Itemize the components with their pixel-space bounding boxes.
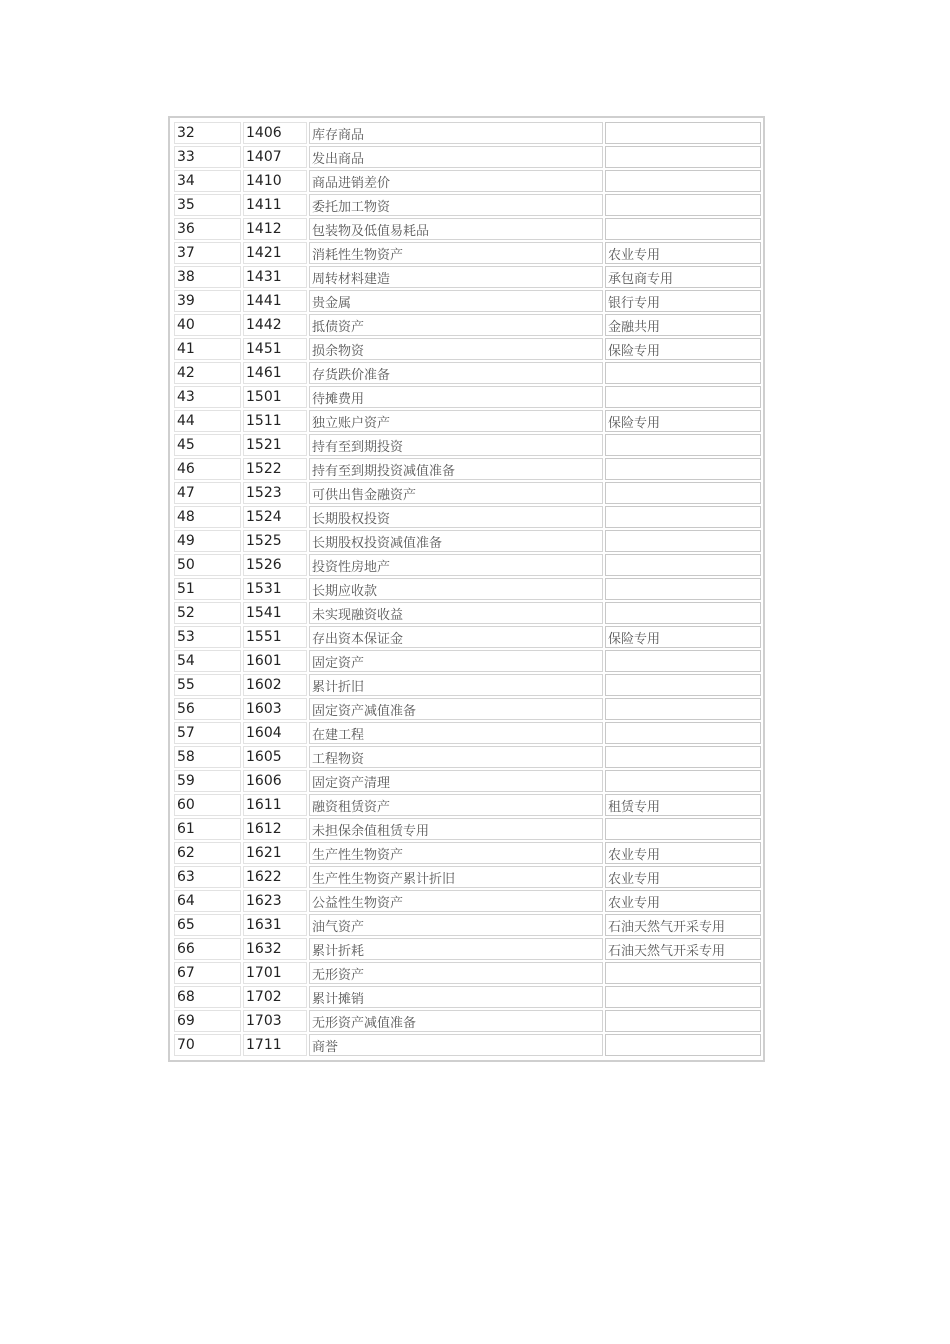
- table-row: [174, 338, 761, 360]
- table-row: [174, 266, 761, 288]
- account-name: 发出商品: [309, 146, 603, 168]
- account-code: 1632: [243, 938, 307, 960]
- account-name: 长期应收款: [309, 578, 603, 600]
- row-number: 45: [174, 434, 241, 456]
- row-number: 64: [174, 890, 241, 912]
- row-number: 41: [174, 338, 241, 360]
- account-note: [605, 578, 761, 600]
- account-note: 金融共用: [605, 314, 761, 336]
- account-code: 1622: [243, 866, 307, 888]
- account-note: [605, 986, 761, 1008]
- account-note: 农业专用: [605, 890, 761, 912]
- account-note: [605, 194, 761, 216]
- account-code: 1702: [243, 986, 307, 1008]
- table-row: [174, 530, 761, 552]
- account-name: 累计折耗: [309, 938, 603, 960]
- table-row: [174, 674, 761, 696]
- account-name: 未实现融资收益: [309, 602, 603, 624]
- account-note: 农业专用: [605, 842, 761, 864]
- row-number: 59: [174, 770, 241, 792]
- account-code: 1411: [243, 194, 307, 216]
- account-note: 保险专用: [605, 626, 761, 648]
- table-row: [174, 506, 761, 528]
- row-number: 40: [174, 314, 241, 336]
- account-code: 1541: [243, 602, 307, 624]
- row-number: 63: [174, 866, 241, 888]
- row-number: 36: [174, 218, 241, 240]
- account-name: 待摊费用: [309, 386, 603, 408]
- table-row: [174, 458, 761, 480]
- row-number: 65: [174, 914, 241, 936]
- account-note: [605, 674, 761, 696]
- table-row: [174, 722, 761, 744]
- table-row: [174, 410, 761, 432]
- account-name: 工程物资: [309, 746, 603, 768]
- account-name: 无形资产: [309, 962, 603, 984]
- account-note: [605, 530, 761, 552]
- row-number: 56: [174, 698, 241, 720]
- account-name: 存出资本保证金: [309, 626, 603, 648]
- account-code: 1526: [243, 554, 307, 576]
- account-note: [605, 602, 761, 624]
- account-code: 1631: [243, 914, 307, 936]
- table-row: [174, 986, 761, 1008]
- account-code: 1605: [243, 746, 307, 768]
- account-note: [605, 554, 761, 576]
- account-code: 1523: [243, 482, 307, 504]
- account-name: 周转材料建造: [309, 266, 603, 288]
- account-code: 1531: [243, 578, 307, 600]
- account-code: 1431: [243, 266, 307, 288]
- row-number: 50: [174, 554, 241, 576]
- account-name: 累计摊销: [309, 986, 603, 1008]
- account-name: 未担保余值租赁专用: [309, 818, 603, 840]
- table-row: [174, 626, 761, 648]
- account-code: 1421: [243, 242, 307, 264]
- table-row: [174, 650, 761, 672]
- row-number: 43: [174, 386, 241, 408]
- row-number: 62: [174, 842, 241, 864]
- account-name: 持有至到期投资: [309, 434, 603, 456]
- account-note: [605, 1010, 761, 1032]
- account-note: 承包商专用: [605, 266, 761, 288]
- account-name: 商誉: [309, 1034, 603, 1056]
- account-name: 固定资产清理: [309, 770, 603, 792]
- account-note: 保险专用: [605, 410, 761, 432]
- account-code: 1501: [243, 386, 307, 408]
- table-row: [174, 842, 761, 864]
- account-code: 1451: [243, 338, 307, 360]
- account-note: [605, 482, 761, 504]
- account-name: 库存商品: [309, 122, 603, 144]
- account-name: 融资租赁资产: [309, 794, 603, 816]
- account-note: [605, 1034, 761, 1056]
- account-note: [605, 170, 761, 192]
- row-number: 67: [174, 962, 241, 984]
- account-name: 累计折旧: [309, 674, 603, 696]
- table-row: [174, 818, 761, 840]
- table-row: [174, 890, 761, 912]
- account-code: 1604: [243, 722, 307, 744]
- row-number: 69: [174, 1010, 241, 1032]
- account-code: 1406: [243, 122, 307, 144]
- account-code: 1522: [243, 458, 307, 480]
- account-note: [605, 218, 761, 240]
- account-name: 存货跌价准备: [309, 362, 603, 384]
- table-row: [174, 362, 761, 384]
- account-note: 租赁专用: [605, 794, 761, 816]
- account-code: 1410: [243, 170, 307, 192]
- account-note: [605, 146, 761, 168]
- row-number: 46: [174, 458, 241, 480]
- account-code: 1601: [243, 650, 307, 672]
- account-code: 1602: [243, 674, 307, 696]
- account-table-body: [174, 122, 761, 1056]
- account-name: 生产性生物资产: [309, 842, 603, 864]
- table-row: [174, 770, 761, 792]
- account-name: 独立账户资产: [309, 410, 603, 432]
- table-row: [174, 242, 761, 264]
- account-code: 1511: [243, 410, 307, 432]
- table-row: [174, 122, 761, 144]
- table-row: [174, 794, 761, 816]
- account-note: [605, 962, 761, 984]
- row-number: 70: [174, 1034, 241, 1056]
- row-number: 68: [174, 986, 241, 1008]
- account-name: 包装物及低值易耗品: [309, 218, 603, 240]
- account-name: 生产性生物资产累计折旧: [309, 866, 603, 888]
- account-code: 1623: [243, 890, 307, 912]
- account-code: 1701: [243, 962, 307, 984]
- account-code: 1621: [243, 842, 307, 864]
- account-name: 公益性生物资产: [309, 890, 603, 912]
- row-number: 54: [174, 650, 241, 672]
- account-note: [605, 458, 761, 480]
- row-number: 33: [174, 146, 241, 168]
- account-note: [605, 746, 761, 768]
- row-number: 35: [174, 194, 241, 216]
- account-table-frame: [168, 116, 765, 1062]
- table-row: [174, 1034, 761, 1056]
- account-note: [605, 698, 761, 720]
- table-row: [174, 554, 761, 576]
- account-code: 1611: [243, 794, 307, 816]
- account-name: 无形资产减值准备: [309, 1010, 603, 1032]
- account-code: 1711: [243, 1034, 307, 1056]
- account-code: 1412: [243, 218, 307, 240]
- row-number: 58: [174, 746, 241, 768]
- row-number: 57: [174, 722, 241, 744]
- account-code: 1521: [243, 434, 307, 456]
- account-code: 1407: [243, 146, 307, 168]
- row-number: 34: [174, 170, 241, 192]
- account-code: 1525: [243, 530, 307, 552]
- table-row: [174, 434, 761, 456]
- account-note: [605, 506, 761, 528]
- table-row: [174, 578, 761, 600]
- account-name: 固定资产: [309, 650, 603, 672]
- table-row: [174, 866, 761, 888]
- account-code: 1461: [243, 362, 307, 384]
- account-name: 固定资产减值准备: [309, 698, 603, 720]
- account-code: 1442: [243, 314, 307, 336]
- account-note: [605, 722, 761, 744]
- account-name: 损余物资: [309, 338, 603, 360]
- table-row: [174, 194, 761, 216]
- account-code: 1612: [243, 818, 307, 840]
- table-row: [174, 290, 761, 312]
- account-name: 委托加工物资: [309, 194, 603, 216]
- account-name: 贵金属: [309, 290, 603, 312]
- row-number: 66: [174, 938, 241, 960]
- table-row: [174, 482, 761, 504]
- row-number: 32: [174, 122, 241, 144]
- table-row: [174, 938, 761, 960]
- account-note: [605, 650, 761, 672]
- account-name: 商品进销差价: [309, 170, 603, 192]
- table-row: [174, 386, 761, 408]
- account-name: 长期股权投资: [309, 506, 603, 528]
- row-number: 55: [174, 674, 241, 696]
- account-code: 1606: [243, 770, 307, 792]
- table-row: [174, 698, 761, 720]
- table-row: [174, 170, 761, 192]
- table-row: [174, 1010, 761, 1032]
- account-name: 投资性房地产: [309, 554, 603, 576]
- account-note: 石油天然气开采专用: [605, 914, 761, 936]
- table-row: [174, 962, 761, 984]
- table-row: [174, 218, 761, 240]
- account-name: 在建工程: [309, 722, 603, 744]
- account-note: 农业专用: [605, 242, 761, 264]
- table-row: [174, 146, 761, 168]
- row-number: 60: [174, 794, 241, 816]
- account-note: [605, 770, 761, 792]
- table-row: [174, 746, 761, 768]
- row-number: 49: [174, 530, 241, 552]
- row-number: 42: [174, 362, 241, 384]
- row-number: 51: [174, 578, 241, 600]
- row-number: 39: [174, 290, 241, 312]
- account-name: 抵债资产: [309, 314, 603, 336]
- account-name: 可供出售金融资产: [309, 482, 603, 504]
- table-row: [174, 602, 761, 624]
- account-note: [605, 122, 761, 144]
- account-code: 1524: [243, 506, 307, 528]
- account-note: 农业专用: [605, 866, 761, 888]
- row-number: 44: [174, 410, 241, 432]
- account-code: 1603: [243, 698, 307, 720]
- account-note: [605, 434, 761, 456]
- account-name: 油气资产: [309, 914, 603, 936]
- account-note: 石油天然气开采专用: [605, 938, 761, 960]
- account-note: [605, 362, 761, 384]
- row-number: 48: [174, 506, 241, 528]
- account-code: 1441: [243, 290, 307, 312]
- table-row: [174, 914, 761, 936]
- account-code: 1551: [243, 626, 307, 648]
- row-number: 38: [174, 266, 241, 288]
- row-number: 61: [174, 818, 241, 840]
- account-name: 持有至到期投资减值准备: [309, 458, 603, 480]
- table-row: [174, 314, 761, 336]
- account-note: [605, 386, 761, 408]
- account-table: [172, 120, 763, 1058]
- account-note: [605, 818, 761, 840]
- row-number: 52: [174, 602, 241, 624]
- account-code: 1703: [243, 1010, 307, 1032]
- row-number: 53: [174, 626, 241, 648]
- account-note: 银行专用: [605, 290, 761, 312]
- account-name: 长期股权投资减值准备: [309, 530, 603, 552]
- row-number: 47: [174, 482, 241, 504]
- row-number: 37: [174, 242, 241, 264]
- account-note: 保险专用: [605, 338, 761, 360]
- account-name: 消耗性生物资产: [309, 242, 603, 264]
